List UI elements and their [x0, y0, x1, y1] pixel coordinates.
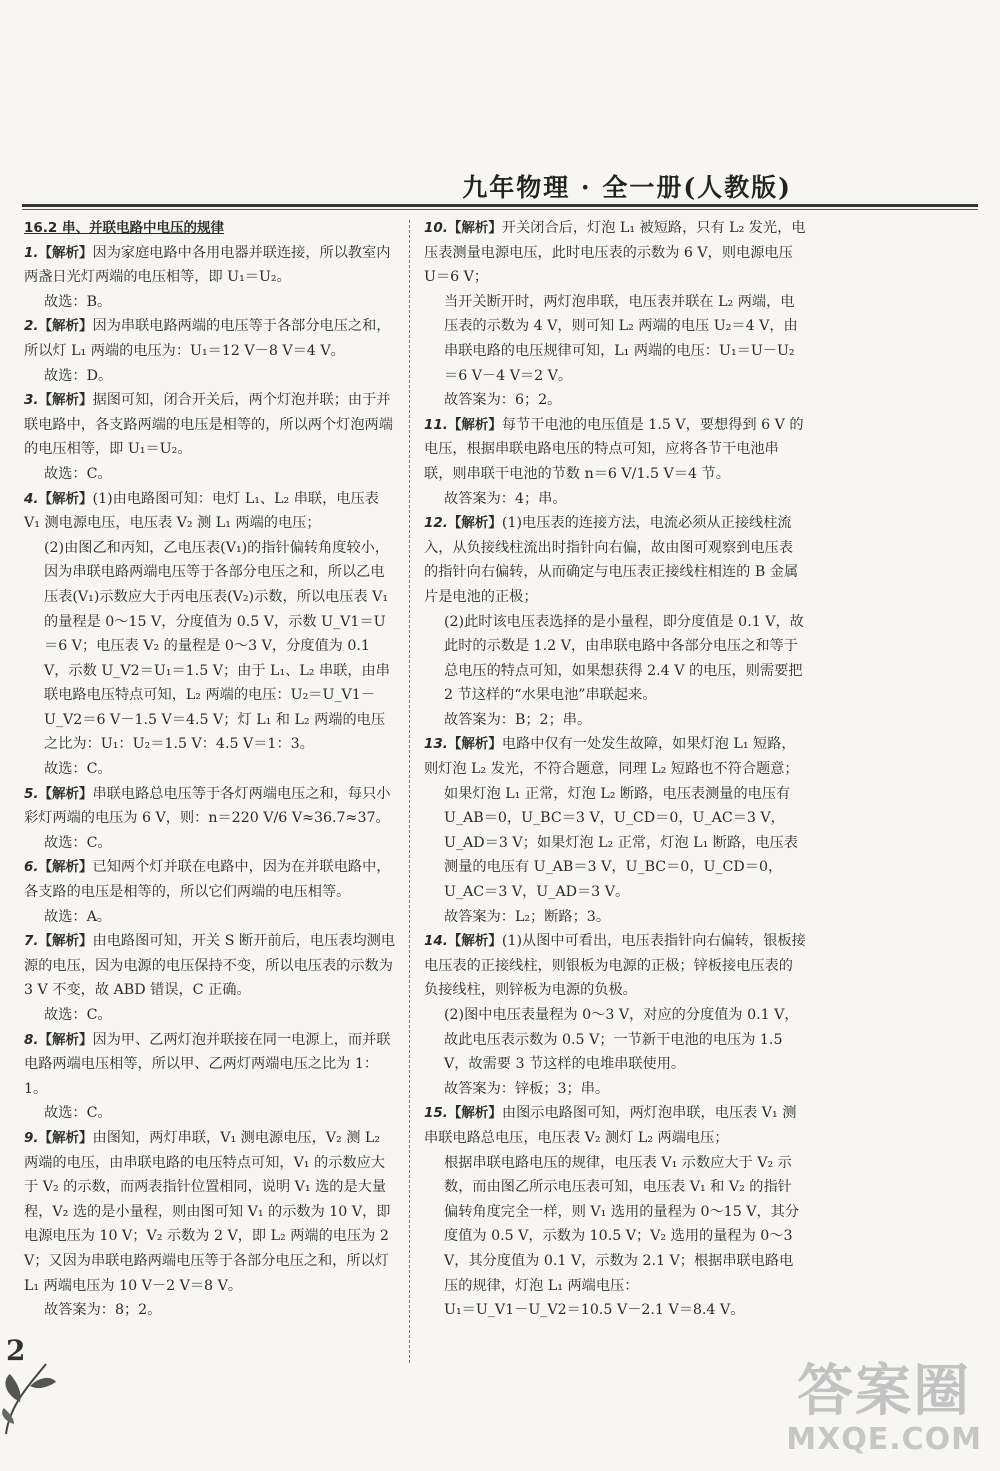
- answer-item-4: [24, 487, 396, 782]
- item-number: 11.: [424, 416, 448, 433]
- item-number: 1.: [24, 244, 39, 261]
- item-body: 因为家庭电路中各用电器并联连接，所以教室内两盏日光灯两端的电压相等，即 U₁＝U₂。: [24, 244, 391, 286]
- item-body: (1)从图中可看出，电压表指针向右偏转，银板接电压表的正接线柱，则银板为电源的正极；锌板接电压表的负接线柱，则锌板为电源的负极。: [424, 933, 806, 999]
- item-body: (1)电压表的连接方法，电流必须从正接线柱流入，从负接线柱流出时指针向右偏，故由图可观察到电压表的指针向右偏转，从而确定与电压表正接线柱相连的 B 金属片是电池的正极；: [424, 515, 799, 605]
- item-answer: 故选：C。: [44, 834, 112, 851]
- answer-item-13: [424, 732, 806, 929]
- item-number: 5.: [24, 785, 39, 802]
- item-extra: 根据串联电路电压的规律，电压表 V₁ 示数应大于 V₂ 示数，而由图乙所示电压表可知，电压表 V₁ 和 V₂ 的指针偏转角度完全一样，则 V₁ 选用的量程为 0～15 V，其分度值为 0.5 V，示数为 10.5 V；V₂ 选用的量程为 0～3 V，其分度值为 0.1 V，示数为 2.1 V；根据串联电路电压的规律，灯泡 L₁ 两端电压：: [444, 1154, 800, 1294]
- item-answer: 故选：C。: [44, 465, 112, 482]
- item-body: 由图知，两灯串联，V₁ 测电源电压，V₂ 测 L₂ 两端的电压，由串联电路的电压特点可知，V₁ 的示数应大于 V₂ 的示数，而两表指针位置相同，说明 V₁ 选的是大量程，V₂ 选的是小量程，则由图可知 V₁ 的示数为 10 V，即电源电压为 10 V；V₂ 示数为 2 V，即 L₂ 两端的电压为 2 V；又因为串联电路两端电压等于各部分电压之和，所以灯 L₁ 两端电压为 10 V－2 V＝8 V。: [24, 1129, 391, 1294]
- analysis-tag: 【解析】: [447, 515, 502, 532]
- item-answer: 故答案为：6；2。: [444, 392, 562, 409]
- item-number: 13.: [424, 736, 448, 753]
- item-body: (1)由电路图可知：电灯 L₁、L₂ 串联，电压表 V₁ 测电源电压，电压表 V₂ 测 L₁ 两端的电压；: [24, 490, 379, 532]
- section-title: 16.2 串、并联电路中电压的规律: [24, 220, 225, 236]
- watermark-url: MXQE.COM: [786, 1422, 982, 1457]
- item-body: 已知两个灯并联在电路中，因为在并联电路中，各支路的电压是相等的，所以它们两端的电压相等。: [24, 859, 391, 901]
- item-answer: 故选：A。: [44, 908, 111, 925]
- analysis-tag: 【解析】: [38, 392, 93, 409]
- item-body: 由图示电路图可知，两灯泡串联，电压表 V₁ 测串联电路总电压，电压表 V₂ 测灯 L₂ 两端电压；: [424, 1105, 797, 1146]
- analysis-tag: 【解析】: [38, 933, 93, 950]
- item-extra: 如果灯泡 L₁ 正常，灯泡 L₂ 断路，电压表测量的电压有 U_AB＝0，U_BC＝3 V，U_CD＝0，U_AC＝3 V，U_AD＝3 V；如果灯泡 L₂ 正常，灯泡 L₁ 断路，电压表测量的电压有 U_AB＝3 V，U_BC＝0，U_CD＝0，U_AC＝3 V，U_AD＝3 V。: [444, 785, 798, 901]
- analysis-tag: 【解析】: [38, 490, 93, 507]
- item-extra: (2)此时该电压表选择的是小量程，即分度值是 0.1 V，故此时的示数是 1.2 V，由串联电路中各部分电压之和等于总电压的特点可知，如果想获得 2.4 V 的电压，则需要把 2 节这样的“水果电池”串联起来。: [444, 613, 804, 704]
- analysis-tag: 【解析】: [38, 859, 93, 876]
- item-number: 2.: [24, 318, 39, 335]
- analysis-tag: 【解析】: [447, 933, 502, 950]
- analysis-tag: 【解析】: [38, 244, 93, 261]
- item-answer: 故答案为：8；2。: [44, 1302, 162, 1319]
- answer-item-12: [424, 511, 806, 732]
- analysis-tag: 【解析】: [38, 1031, 93, 1048]
- item-number: 15.: [424, 1105, 448, 1122]
- answer-item-8: [24, 1028, 396, 1126]
- answer-item-2: [24, 314, 396, 388]
- item-number: 10.: [424, 220, 448, 236]
- analysis-tag: 【解析】: [447, 1105, 502, 1122]
- item-answer: 故答案为：B；2；串。: [444, 711, 592, 728]
- analysis-tag: 【解析】: [38, 785, 93, 802]
- analysis-tag: 【解析】: [447, 736, 502, 753]
- analysis-tag: 【解析】: [447, 416, 502, 433]
- item-body: 开关闭合后，灯泡 L₁ 被短路，只有 L₂ 发光，电压表测量电源电压，此时电压表的示数为 6 V，则电源电压 U＝6 V；: [424, 220, 806, 286]
- right-column: [424, 216, 806, 1323]
- item-body: 因为甲、乙两灯泡并联接在同一电源上，而并联电路两端电压相等，所以甲、乙两灯两端电压之比为 1：1。: [24, 1031, 391, 1097]
- answer-item-1: [24, 241, 396, 315]
- item-extra: (2)图中电压表量程为 0～3 V，对应的分度值为 0.1 V，故此电压表示数为 0.5 V；一节新干电池的电压为 1.5 V，故需要 3 节这样的电堆串联使用。: [444, 1007, 799, 1073]
- left-column: [24, 216, 396, 1323]
- item-answer: 故答案为：4；串。: [444, 490, 567, 507]
- item-answer: 故答案为：L₂；断路；3。: [444, 908, 611, 925]
- answer-item-14: [424, 929, 806, 1101]
- item-body: 每节干电池的电压值是 1.5 V，要想得到 6 V 的电压，根据串联电路电压的特点可知，应将各节干电池串联，则串联干电池的节数 n＝6 V/1.5 V＝4 节。: [424, 416, 804, 482]
- analysis-tag: 【解析】: [447, 220, 502, 236]
- item-body: 由电路图可知，开关 S 断开前后，电压表均测电源的电压，因为电源的电压保持不变，所以电压表的示数为 3 V 不变，故 ABD 错误，C 正确。: [24, 933, 396, 999]
- analysis-tag: 【解析】: [38, 1129, 93, 1146]
- leaf-ornament-icon: [0, 1324, 60, 1444]
- item-extra: (2)由图乙和丙知，乙电压表(V₁)的指针偏转角度较小，因为串联电路两端电压等于各部分电压之和，所以乙电压表(V₁)示数应大于丙电压表(V₂)示数，所以电压表 V₁ 的量程是 0～15 V，分度值为 0.5 V，示数 U_V1＝U＝6 V；电压表 V₂ 的量程是 0～3 V，分度值为 0.1 V，示数 U_V2＝U₁＝1.5 V；由于 L₁、L₂ 串联，由串联电路电压特点可知，L₂ 两端的电压：U₂＝U_V1－U_V2＝6 V－1.5 V＝4.5 V；灯 L₁ 和 L₂ 两端的电压之比为：U₁：U₂＝1.5 V：4.5 V＝1：3。: [44, 539, 390, 753]
- item-answer: 故选：C。: [44, 761, 112, 778]
- answer-item-3: [24, 388, 396, 486]
- item-answer: 故选：B。: [44, 293, 112, 310]
- item-body: 串联电路总电压等于各灯两端电压之和，每只小彩灯两端的电压为 6 V，则：n＝220 V/6 V≈36.7≈37。: [24, 785, 391, 827]
- answer-item-11: [424, 413, 806, 511]
- item-number: 3.: [24, 392, 39, 409]
- item-number: 14.: [424, 933, 448, 950]
- item-answer: 故答案为：锌板；3；串。: [444, 1080, 610, 1097]
- item-body: 据图可知，闭合开关后，两个灯泡并联；由于并联电路中，各支路两端的电压是相等的，所以两个灯泡两端的电压相等，即 U₁＝U₂。: [24, 392, 393, 458]
- header-rule: [22, 204, 978, 207]
- item-answer: 故选：C。: [44, 1105, 112, 1122]
- item-body: 因为串联电路两端的电压等于各部分电压之和，所以灯 L₁ 两端的电压为：U₁＝12 V－8 V＝4 V。: [24, 318, 391, 359]
- watermark-logo-text: 答案圈: [797, 1359, 972, 1424]
- answer-item-5: [24, 782, 396, 856]
- answer-item-10: [424, 216, 806, 413]
- item-answer: 故选：C。: [44, 1007, 112, 1023]
- analysis-tag: 【解析】: [38, 318, 93, 335]
- header-rule-thin: [22, 209, 978, 210]
- answer-item-15: [424, 1101, 806, 1322]
- item-body: 电路中仅有一处发生故障，如果灯泡 L₁ 短路，则灯泡 L₂ 发光，不符合题意，同理 L₂ 短路也不符合题意；: [424, 736, 799, 778]
- item-number: 4.: [24, 490, 39, 507]
- answer-item-7: [24, 929, 396, 1027]
- item-number: 7.: [24, 933, 39, 950]
- answer-item-6: [24, 855, 396, 929]
- item-number: 12.: [424, 515, 448, 532]
- item-number: 8.: [24, 1031, 39, 1048]
- page-number: 2: [6, 1334, 26, 1367]
- watermark: [786, 1359, 982, 1457]
- column-divider: [409, 220, 410, 1363]
- item-answer: 故选：D。: [44, 367, 113, 384]
- item-number: 9.: [24, 1129, 39, 1146]
- answer-item-9: [24, 1126, 396, 1323]
- item-number: 6.: [24, 859, 39, 876]
- item-answer: U₁＝U_V1－U_V2＝10.5 V－2.1 V＝8.4 V。: [444, 1302, 745, 1319]
- header-title: 九年物理 · 全一册(人教版): [462, 173, 792, 202]
- item-extra: 当开关断开时，两灯泡串联，电压表并联在 L₂ 两端，电压表的示数为 4 V，则可知 L₂ 两端的电压 U₂＝4 V，由串联电路的电压规律可知，L₁ 两端的电压：U₁＝U－U₂＝6 V－4 V＝2 V。: [444, 293, 798, 384]
